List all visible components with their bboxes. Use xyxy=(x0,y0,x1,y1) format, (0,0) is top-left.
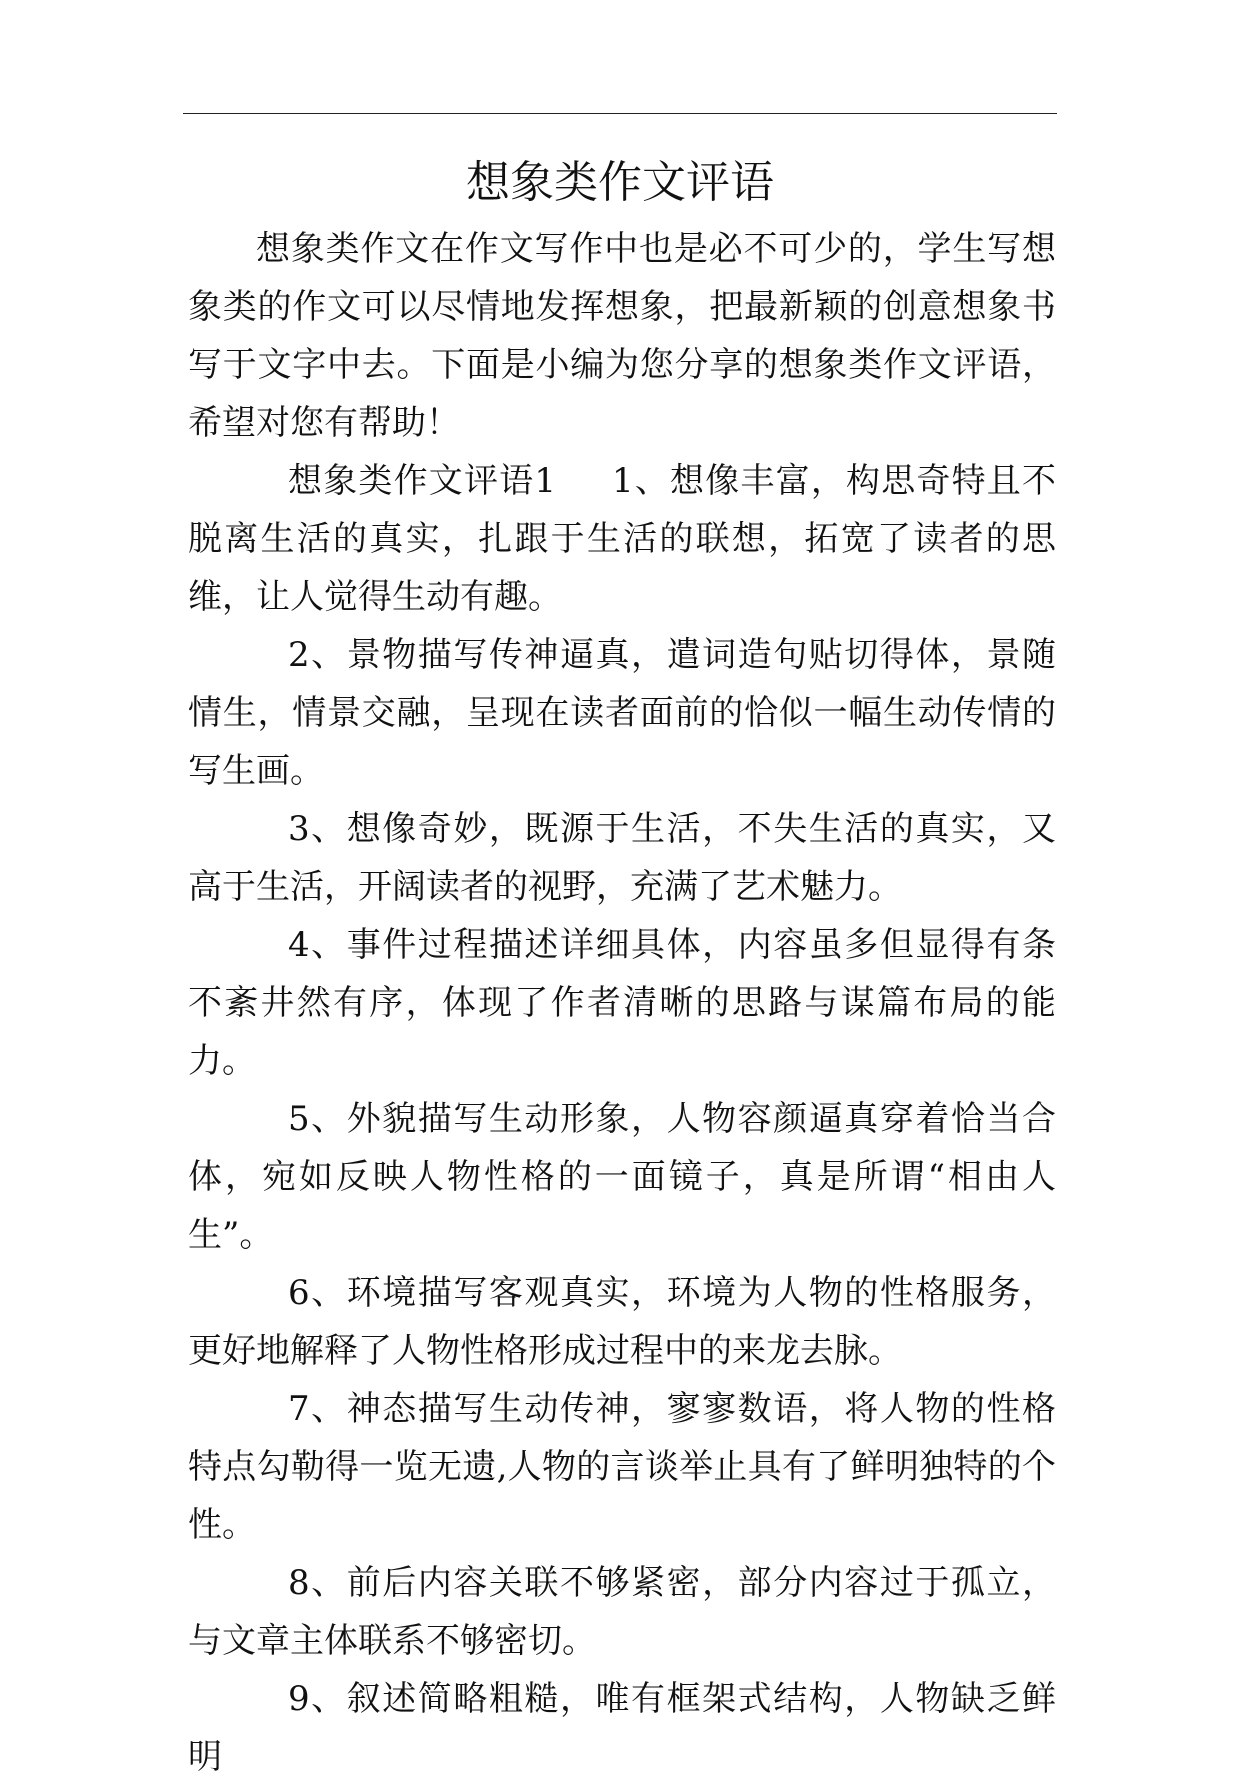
comment-item-3: 3、想像奇妙，既源于生活，不失生活的真实，又高于生活，开阔读者的视野，充满了艺术魅力。 xyxy=(188,809,1056,907)
header-rule xyxy=(183,113,1057,114)
document-body xyxy=(188,220,1056,1786)
comment-item-2: 2、景物描写传神逼真，遣词造句贴切得体，景随情生，情景交融，呈现在读者面前的恰似一幅生动传情的写生画。 xyxy=(188,635,1056,791)
comment-item-6: 6、环境描写客观真实，环境为人物的性格服务，更好地解释了人物性格形成过程中的来龙去脉。 xyxy=(188,1273,1056,1371)
comment-item-text: 1、想像丰富，构思奇特且不脱离生活的真实，扎跟于生活的联想，拓宽了读者的思维，让人觉得生动有趣。 xyxy=(188,461,1056,617)
comment-item-9: 9、叙述简略粗糙，唯有框架式结构，人物缺乏鲜明 xyxy=(188,1679,1056,1777)
comment-item-4: 4、事件过程描述详细具体，内容虽多但显得有条不紊井然有序，体现了作者清晰的思路与谋篇布局的能力。 xyxy=(188,925,1056,1081)
intro-paragraph: 想象类作文在作文写作中也是必不可少的，学生写想象类的作文可以尽情地发挥想象，把最新颖的创意想象书写于文字中去。下面是小编为您分享的想象类作文评语，希望对您有帮助！ xyxy=(188,229,1056,443)
section-heading: 想象类作文评语1 xyxy=(288,461,557,501)
comment-item-7: 7、神态描写生动传神，寥寥数语，将人物的性格特点勾勒得一览无遗,人物的言谈举止具有了鲜明独特的个性。 xyxy=(188,1389,1056,1545)
comment-item-1 xyxy=(188,452,1056,626)
comment-item-5: 5、外貌描写生动形象，人物容颜逼真穿着恰当合体，宛如反映人物性格的一面镜子，真是所谓“相由人生”。 xyxy=(188,1099,1056,1255)
document-title: 想象类作文评语 xyxy=(466,157,774,208)
comment-item-8: 8、前后内容关联不够紧密，部分内容过于孤立，与文章主体联系不够密切。 xyxy=(188,1563,1056,1661)
